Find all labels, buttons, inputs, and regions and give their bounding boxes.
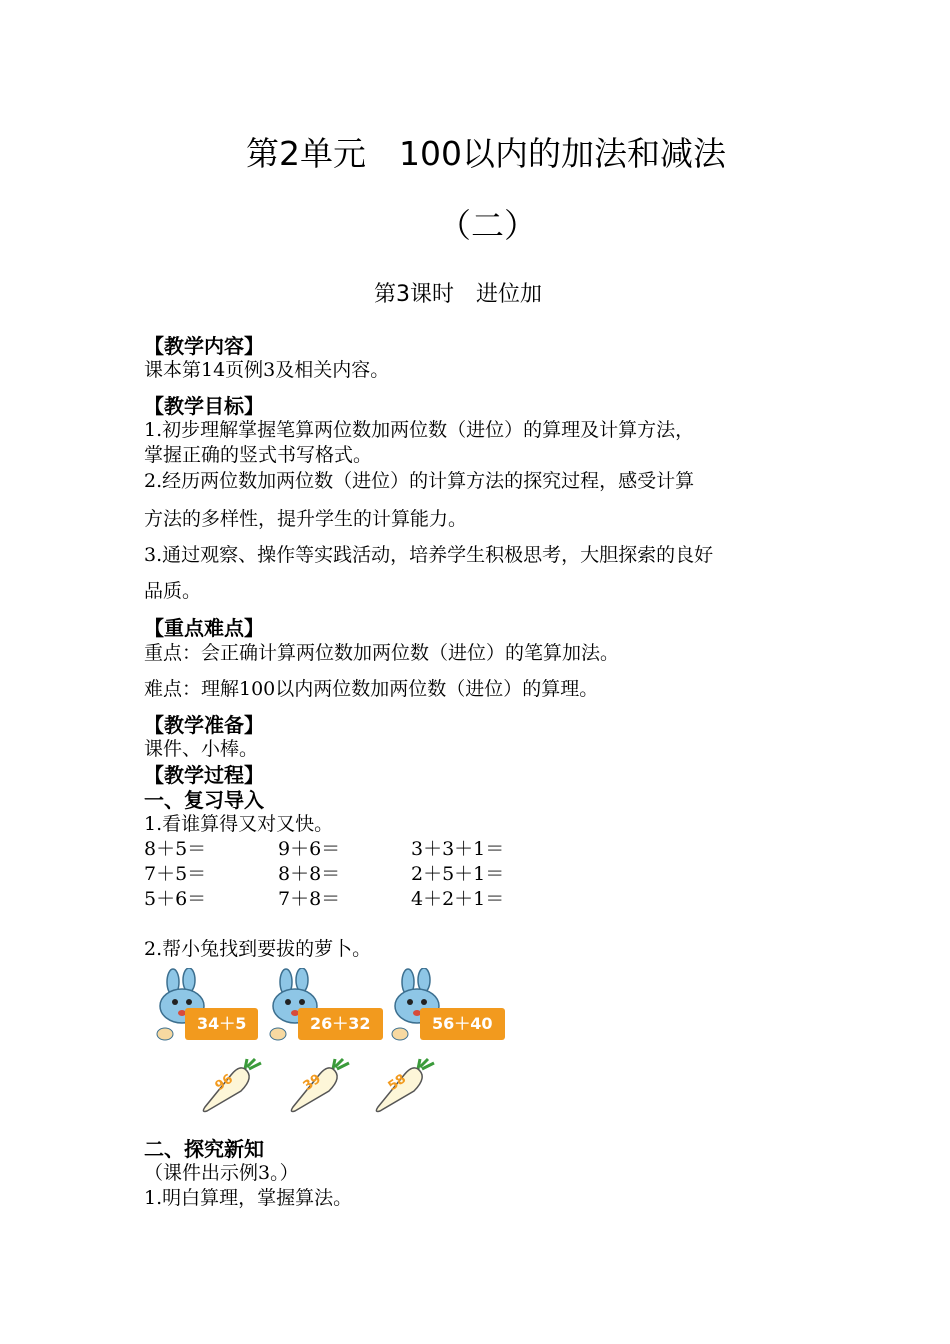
preparation-heading: 【教学准备】: [144, 713, 264, 737]
goal-2-line-1: 2.经历两位数加两位数（进位）的计算方法的探究过程，感受计算: [144, 470, 695, 492]
carrot-2: [285, 1057, 355, 1117]
keypoints-heading: 【重点难点】: [144, 616, 264, 640]
bunny-3-expression: 56＋40: [420, 1008, 505, 1040]
exercise-3-3: 4＋2＋1＝: [411, 888, 505, 910]
section-1-heading: 一、复习导入: [144, 788, 264, 812]
goal-2-line-2: 方法的多样性，提升学生的计算能力。: [144, 508, 468, 530]
carrot-icon: [370, 1057, 440, 1117]
carrot-icon: [285, 1057, 355, 1117]
goal-3-line-1: 3.通过观察、操作等实践活动，培养学生积极思考，大胆探索的良好: [144, 544, 714, 566]
exercise-3-2: 7＋8＝: [278, 888, 341, 910]
explore-item-1: 1.明白算理，掌握算法。: [144, 1187, 353, 1209]
preparation-text: 课件、小棒。: [144, 738, 259, 760]
bunny-1-expression: 34＋5: [185, 1008, 258, 1040]
bunny-3: [390, 968, 540, 1048]
carrot-1-value: 96: [212, 1071, 236, 1095]
courseware-note: （课件出示例3。）: [144, 1162, 299, 1184]
content-text: 课本第14页例3及相关内容。: [144, 359, 390, 381]
key-point: 重点：会正确计算两位数加两位数（进位）的笔算加法。: [144, 642, 620, 664]
content-heading: 【教学内容】: [144, 334, 264, 358]
exercise-1-2: 9＋6＝: [278, 838, 341, 860]
carrot-1: [197, 1057, 267, 1117]
goal-1-line-1: 1.初步理解掌握笔算两位数加两位数（进位）的算理及计算方法，: [144, 419, 695, 441]
section-2-heading: 二、探究新知: [144, 1137, 264, 1161]
review-item-1: 1.看谁算得又对又快。: [144, 813, 334, 835]
review-item-2: 2.帮小兔找到要拔的萝卜。: [144, 938, 372, 960]
goal-3-line-2: 品质。: [144, 580, 202, 602]
carrot-icon: [197, 1057, 267, 1117]
bunny-2-expression: 26＋32: [298, 1008, 383, 1040]
exercise-3-1: 5＋6＝: [144, 888, 207, 910]
carrot-3-value: 58: [385, 1071, 409, 1095]
difficulty-point: 难点：理解100以内两位数加两位数（进位）的算理。: [144, 678, 599, 700]
exercise-2-3: 2＋5＋1＝: [411, 863, 505, 885]
exercise-2-1: 7＋5＝: [144, 863, 207, 885]
lesson-title: 第3课时 进位加: [374, 282, 542, 307]
goals-heading: 【教学目标】: [144, 394, 264, 418]
process-heading: 【教学过程】: [144, 763, 264, 787]
unit-title: 第2单元 100以内的加法和减法: [246, 134, 726, 173]
goal-1-line-2: 掌握正确的竖式书写格式。: [144, 444, 373, 466]
unit-subtitle: （二）: [438, 206, 537, 245]
carrot-2-value: 39: [300, 1071, 324, 1095]
exercise-1-1: 8＋5＝: [144, 838, 207, 860]
carrot-3: [370, 1057, 440, 1117]
exercise-1-3: 3＋3＋1＝: [411, 838, 505, 860]
exercise-2-2: 8＋8＝: [278, 863, 341, 885]
